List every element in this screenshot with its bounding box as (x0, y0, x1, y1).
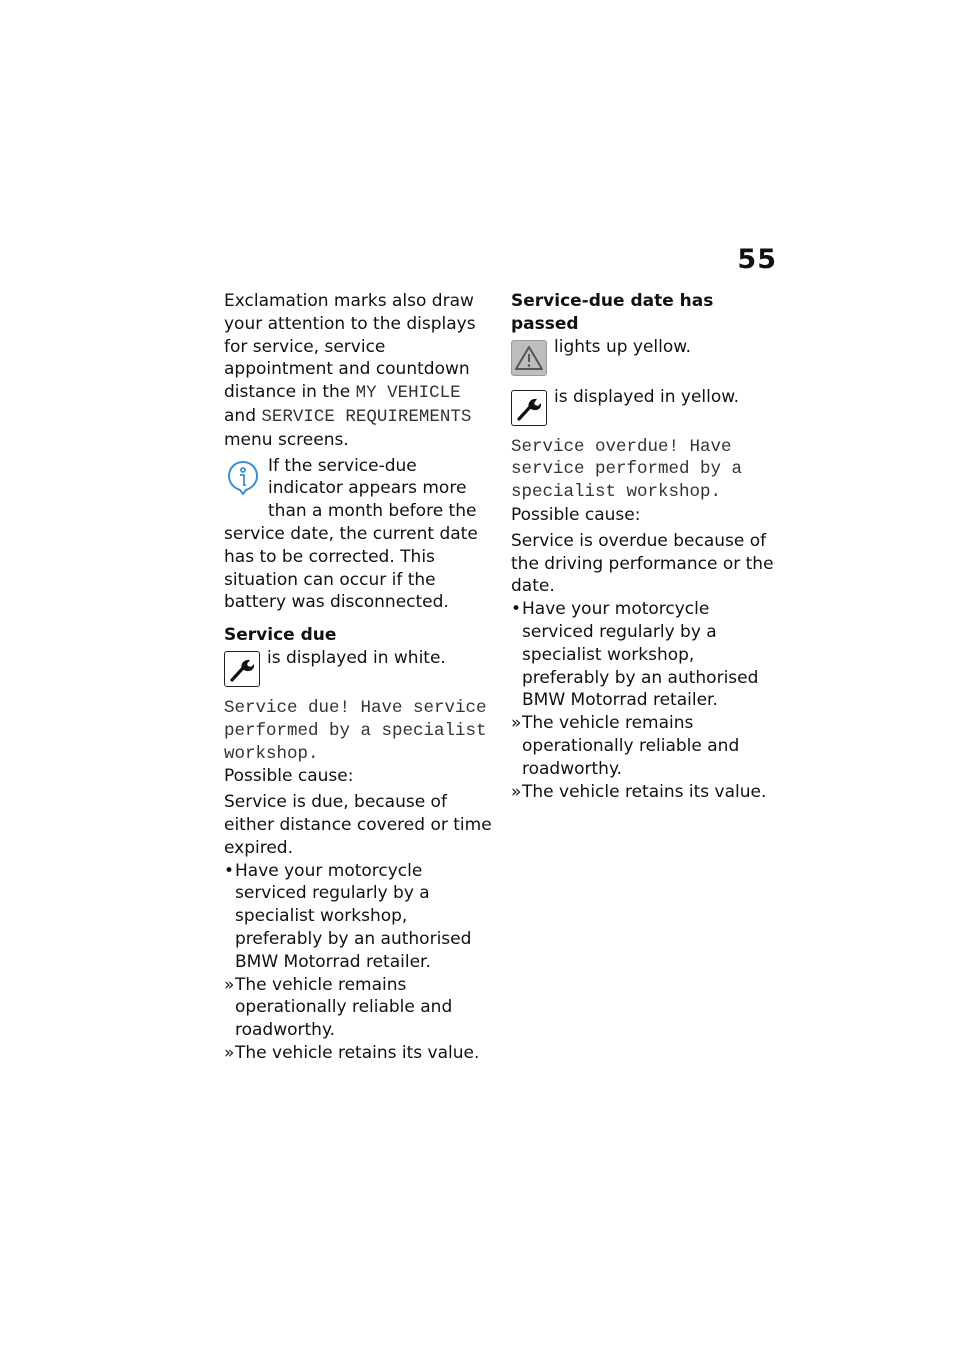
display-message-service-overdue: Service overdue! Have service performed by a specialist workshop. (511, 436, 743, 503)
warning-text: lights up yellow. (554, 336, 692, 357)
section-title-service-overdue: Service-due date has passed (511, 291, 714, 334)
list-item: » The vehicle remains operationally reliable and roadworthy. (224, 974, 453, 1041)
wrench-icon (224, 651, 260, 687)
possible-cause-label: Possible cause: (224, 766, 354, 787)
right-column (511, 290, 779, 803)
possible-cause-label: Possible cause: (511, 504, 641, 525)
menu-service-requirements: SERVICE REQUIREMENTS (261, 406, 472, 427)
display-message-service-due: Service due! Have service performed by a specialist workshop. (224, 697, 487, 764)
result-icon: » (224, 974, 235, 995)
info-note (224, 455, 492, 615)
bullet-icon: • (224, 860, 235, 881)
wrench-yellow-text: is displayed in yellow. (554, 386, 740, 407)
cause-text: Service is due, because of either distance covered or time expired. (224, 792, 492, 858)
wrench-white-row (224, 647, 492, 691)
list-item: • Have your motorcycle serviced regularly by a specialist workshop, preferably by an authorised BMW Motorrad retailer. (511, 599, 759, 711)
intro-end: menu screens. (224, 429, 349, 450)
menu-my-vehicle: MY VEHICLE (355, 383, 461, 404)
result-icon: » (511, 781, 522, 802)
warning-row (511, 336, 779, 380)
section-title-service-due: Service due (224, 625, 337, 646)
warning-triangle-icon (511, 340, 547, 376)
info-icon (224, 459, 262, 504)
list-item: » The vehicle retains its value. (224, 1042, 480, 1063)
bullet-icon: • (511, 599, 522, 620)
wrench-white-text: is displayed in white. (267, 647, 446, 668)
wrench-yellow-row (511, 386, 779, 430)
list-item: • Have your motorcycle serviced regularly by a specialist workshop, preferably by an authorised BMW Motorrad retailer. (224, 860, 472, 972)
list-item: » The vehicle retains its value. (511, 781, 767, 802)
wrench-icon (511, 390, 547, 426)
intro-paragraph (224, 290, 492, 452)
page-number: 55 (737, 244, 777, 275)
left-column (224, 290, 492, 1065)
info-note-text: If the service-due indicator appears more than a month before the service date, the current date has to be corrected. This situation can occur if the battery was disconnected. (224, 455, 478, 613)
list-item: » The vehicle remains operationally reliable and roadworthy. (511, 713, 740, 779)
result-icon: » (224, 1042, 235, 1063)
intro-and: and (224, 405, 262, 426)
cause-text: Service is overdue because of the driving performance or the date. (511, 530, 774, 597)
intro-text: Exclamation marks also draw your attention to the displays for service, service appointment and countdown distance in the (224, 291, 476, 403)
action-list (511, 598, 779, 803)
result-icon: » (511, 713, 522, 734)
action-list (224, 860, 492, 1065)
